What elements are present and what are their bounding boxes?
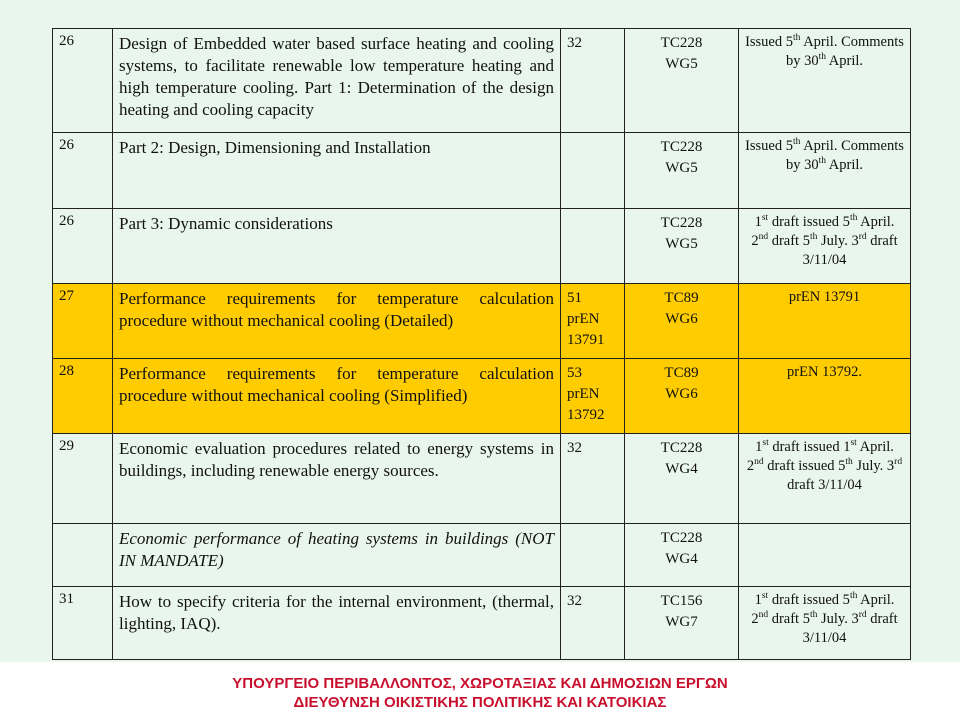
row-status — [739, 29, 911, 133]
row-committee — [625, 208, 739, 283]
row-document-number — [561, 359, 625, 434]
row-committee — [625, 586, 739, 659]
status-text: draft 3/11/04 — [802, 610, 898, 646]
row-number-text: 27 — [59, 287, 74, 304]
row-title-text: Part 3: Dynamic considerations — [119, 213, 333, 233]
technical-committee: TC228 — [660, 530, 703, 547]
status-ordinal-suffix: rd — [894, 457, 903, 468]
status-text: April. — [825, 53, 864, 69]
technical-committee: TC228 — [660, 440, 703, 457]
row-document-number — [561, 208, 625, 283]
row-number — [53, 524, 113, 587]
row-status — [739, 586, 911, 659]
status-ordinal-suffix: th — [793, 137, 801, 148]
status-ordinal-suffix: nd — [754, 457, 764, 468]
status-ordinal-suffix: st — [762, 438, 769, 449]
status-text: prEN 13791 — [788, 288, 861, 305]
standards-table — [52, 28, 911, 660]
row-number — [53, 208, 113, 283]
status-ordinal-suffix: th — [809, 609, 818, 620]
status-text: April. Comments by 30 — [785, 34, 904, 69]
technical-committee: TC228 — [660, 35, 703, 51]
row-status — [739, 208, 911, 283]
status-text: draft 5 — [768, 232, 810, 249]
document-number-line: prEN — [567, 386, 600, 403]
status-ordinal-suffix: th — [845, 457, 853, 468]
row-title — [113, 133, 561, 208]
table-row — [53, 434, 911, 524]
row-status — [739, 434, 911, 524]
row-title — [113, 434, 561, 524]
status-text: April. 2 — [751, 213, 895, 249]
row-document-number — [561, 133, 625, 208]
row-document-number — [561, 586, 625, 659]
status-text: draft 5 — [768, 610, 810, 627]
status-text: April. 2 — [746, 439, 894, 475]
row-document-number — [561, 524, 625, 587]
row-title-text: Performance requirements for temperature calculation procedure without mechanical cooling (Detailed) — [119, 288, 554, 330]
row-status — [739, 133, 911, 208]
status-ordinal-suffix: th — [809, 231, 818, 242]
table-row — [53, 524, 911, 587]
row-title — [113, 29, 561, 133]
row-number — [53, 29, 113, 133]
row-number — [53, 133, 113, 208]
document-number-line: 32 — [567, 440, 582, 457]
row-number-text: 26 — [59, 137, 74, 154]
row-document-number — [561, 434, 625, 524]
table-row — [53, 208, 911, 283]
row-title-text: Part 2: Design, Dimensioning and Installation — [119, 138, 431, 158]
status-ordinal-suffix: st — [850, 438, 857, 449]
row-title — [113, 208, 561, 283]
row-title — [113, 524, 561, 587]
row-title-text: Economic performance of heating systems in buildings (NOT IN MANDATE) — [119, 529, 554, 571]
row-committee — [625, 283, 739, 358]
document-number-line: 13792 — [567, 407, 605, 424]
row-committee — [625, 434, 739, 524]
document-number-line: 13791 — [567, 331, 605, 348]
row-committee — [625, 359, 739, 434]
footer — [0, 662, 960, 720]
row-title-text: Performance requirements for temperature calculation procedure without mechanical cooling (Simplified) — [119, 364, 554, 406]
working-group: WG6 — [665, 386, 698, 403]
status-ordinal-suffix: st — [761, 590, 769, 601]
status-text: April. Comments by 30 — [785, 138, 904, 174]
status-text: draft issued 5 — [768, 213, 850, 230]
row-number — [53, 434, 113, 524]
status-ordinal-suffix: th — [849, 590, 858, 601]
row-title-text: Economic evaluation procedures related to energy systems in buildings, including renewable energy sources. — [119, 439, 554, 481]
working-group: WG5 — [665, 235, 698, 252]
working-group: WG4 — [665, 461, 698, 478]
status-text: Issued 5 — [745, 138, 793, 155]
status-text: 1 — [755, 439, 763, 456]
status-text: 1 — [754, 213, 762, 230]
status-text: draft issued 5 — [768, 591, 850, 608]
working-group: WG5 — [665, 160, 698, 177]
table-body — [53, 29, 911, 660]
status-ordinal-suffix: st — [761, 212, 769, 223]
status-ordinal-suffix: rd — [858, 609, 867, 620]
row-title — [113, 586, 561, 659]
row-number-text: 26 — [59, 212, 74, 229]
status-text: prEN 13792. — [787, 364, 862, 381]
row-committee — [625, 524, 739, 587]
row-title-text: How to specify criteria for the internal environment, (thermal, lighting, IAQ). — [119, 591, 554, 633]
status-ordinal-suffix: th — [818, 52, 826, 62]
table-row — [53, 283, 911, 358]
table-row — [53, 29, 911, 133]
row-committee — [625, 29, 739, 133]
row-document-number — [561, 283, 625, 358]
row-number — [53, 359, 113, 434]
status-ordinal-suffix: th — [849, 212, 858, 223]
status-text: draft 3/11/04 — [787, 477, 862, 494]
technical-committee: TC228 — [660, 214, 703, 231]
status-text: draft issued 5 — [763, 458, 846, 475]
status-text: April. 2 — [751, 591, 895, 627]
row-document-number — [561, 29, 625, 133]
status-ordinal-suffix: nd — [758, 231, 769, 242]
row-number — [53, 283, 113, 358]
status-text: April. — [825, 157, 864, 174]
status-ordinal-suffix: th — [793, 33, 801, 43]
status-text: Issued 5 — [745, 34, 793, 50]
technical-committee: TC156 — [660, 592, 703, 609]
row-number-text: 26 — [59, 33, 74, 49]
working-group: WG6 — [665, 310, 698, 327]
status-text: July. 3 — [817, 232, 859, 249]
row-number-text: 29 — [59, 438, 74, 455]
technical-committee: TC228 — [660, 139, 703, 156]
table-row — [53, 359, 911, 434]
status-text: July. 3 — [852, 458, 895, 475]
status-ordinal-suffix: rd — [858, 231, 867, 242]
row-number-text: 28 — [59, 363, 74, 380]
table-row — [53, 133, 911, 208]
working-group: WG4 — [665, 551, 698, 568]
status-text: draft issued 1 — [768, 439, 851, 456]
document-number-line: 51 — [567, 289, 582, 306]
status-text: 1 — [754, 591, 762, 608]
technical-committee: TC89 — [664, 365, 699, 382]
status-ordinal-suffix: th — [818, 156, 826, 167]
row-title — [113, 283, 561, 358]
row-status — [739, 283, 911, 358]
status-ordinal-suffix: nd — [758, 609, 769, 620]
row-number-text: 31 — [59, 590, 74, 607]
document-number-line: prEN — [567, 310, 600, 327]
status-text: draft 3/11/04 — [802, 232, 898, 268]
table-row — [53, 586, 911, 659]
status-text: July. 3 — [817, 610, 859, 627]
row-committee — [625, 133, 739, 208]
working-group: WG7 — [665, 613, 698, 630]
document-number-line: 53 — [567, 365, 582, 382]
footer-directorate: ΔΙΕΥΘΥΝΣΗ ΟΙΚΙΣΤΙΚΗΣ ΠΟΛΙΤΙΚΗΣ ΚΑΙ ΚΑΤΟΙΚΙΑΣ — [293, 694, 667, 711]
technical-committee: TC89 — [664, 289, 699, 306]
row-status — [739, 359, 911, 434]
row-status — [739, 524, 911, 587]
footer-ministry: ΥΠΟΥΡΓΕΙΟ ΠΕΡΙΒΑΛΛΟΝΤΟΣ, ΧΩΡΟΤΑΞΙΑΣ ΚΑΙ ΔΗΜΟΣΙΩΝ ΕΡΓΩΝ — [232, 675, 728, 692]
row-title — [113, 359, 561, 434]
document-number-line: 32 — [567, 35, 582, 51]
document-number-line: 32 — [567, 592, 582, 609]
row-number — [53, 586, 113, 659]
row-title-text: Design of Embedded water based surface heating and cooling systems, to facilitate renewable low temperature heating and high temperature cooling. Part 1: Determination of the design heating and cooling capacity — [119, 34, 554, 119]
working-group: WG5 — [665, 56, 698, 72]
